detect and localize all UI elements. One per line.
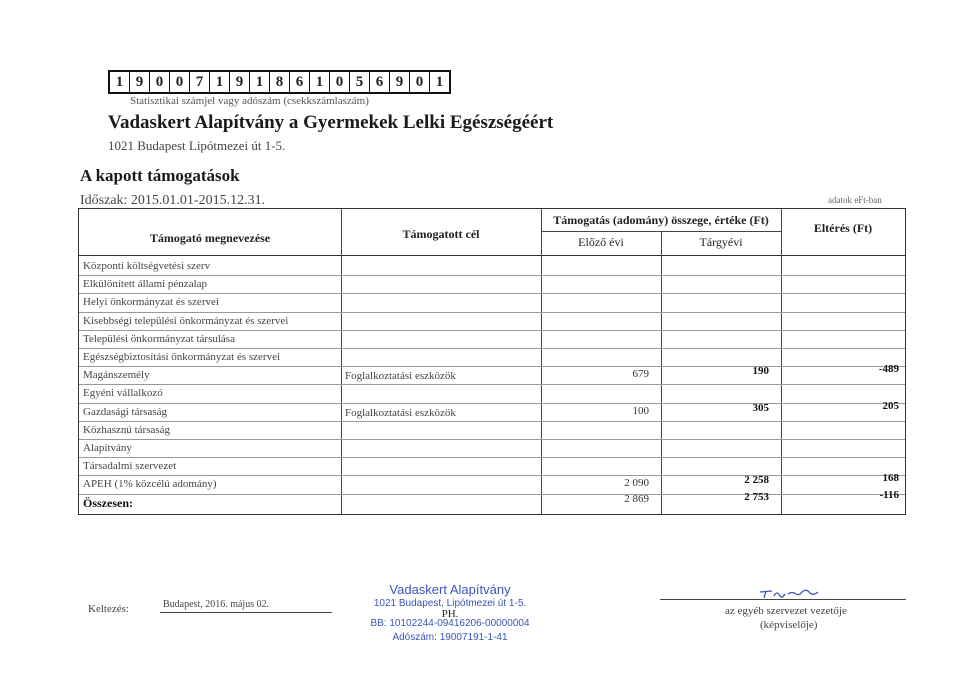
row-divider: [79, 421, 905, 422]
row-label: Közhasznú társaság: [83, 423, 171, 436]
row-divider: [79, 439, 905, 440]
tax-id-digit: 9: [390, 72, 410, 92]
row-divider: [79, 494, 905, 495]
row-current: 2 258: [744, 474, 769, 487]
row-label: Egészségbiztosítási önkormányzat és szervei: [83, 351, 281, 363]
tax-id-digit: 0: [150, 72, 170, 92]
tax-id-digit: 1: [310, 72, 330, 92]
row-label: Magánszemély: [83, 369, 150, 382]
organization-stamp: [360, 583, 540, 645]
row-label: Egyéni vállalkozó: [83, 387, 163, 400]
tax-id-digit: 6: [370, 72, 390, 92]
unit-note: adatok eFt-ban: [828, 195, 882, 205]
row-label: Gazdasági társaság: [83, 405, 167, 418]
organization-address: 1021 Budapest Lipótmezei út 1-5.: [108, 138, 286, 153]
signature-role: az egyéb szervezet vezetője: [725, 605, 847, 617]
row-divider: [79, 293, 905, 294]
tax-id-digit: 0: [170, 72, 190, 92]
total-difference: -116: [879, 488, 899, 501]
row-label: Kisebbségi települési önkormányzat és szervei: [83, 314, 289, 327]
stamp-line-4: BB: 10102244-09416206-00000004: [370, 618, 530, 629]
tax-id-digit: 1: [210, 72, 230, 92]
row-difference: 168: [882, 472, 899, 485]
row-difference: 205: [882, 399, 899, 412]
signature-sub: (képviselője): [760, 619, 818, 631]
total-previous: 2 869: [624, 492, 649, 505]
row-label: Központi költségvetési szerv: [83, 260, 211, 272]
organization-name: Vadaskert Alapítvány a Gyermekek Lelki Egészségéért: [108, 112, 554, 133]
tax-id-digit: 9: [230, 72, 250, 92]
tax-id-digit: 6: [290, 72, 310, 92]
row-label: Települési önkormányzat társulása: [83, 332, 235, 345]
row-current: 190: [752, 365, 769, 378]
support-table: [78, 208, 906, 515]
row-label: Társadalmi szervezet: [83, 460, 177, 473]
tax-id-digit: 9: [130, 72, 150, 92]
row-label: Elkülönített állami pénzalap: [83, 278, 208, 291]
header-difference: Eltérés (Ft): [813, 221, 873, 235]
header-previous-year: Előző évi: [578, 235, 624, 249]
header-current-year: Tárgyévi: [699, 235, 743, 249]
header-goal: Támogatott cél: [402, 227, 480, 241]
row-current: 305: [752, 401, 769, 414]
tax-id-caption: Statisztikai számjel vagy adószám (csekkszámlaszám): [130, 95, 369, 107]
stamp-line-1: Vadaskert Alapítvány: [389, 582, 511, 597]
row-divider: [79, 457, 905, 458]
total-label: Összesen:: [83, 495, 133, 510]
row-divider: [79, 348, 905, 349]
tax-id-digit: 8: [270, 72, 290, 92]
stamp-line-2: 1021 Budapest, Lipótmezei út 1-5.: [373, 598, 527, 609]
row-difference: -489: [878, 363, 899, 376]
row-divider: [79, 312, 905, 313]
tax-id-digit: 1: [435, 74, 444, 90]
row-label: APEH (1% közcélú adomány): [83, 478, 217, 491]
header-amount-group: Támogatás (adomány) összege, értéke (Ft): [553, 213, 769, 227]
row-divider: [79, 275, 905, 276]
stamp-line-3: PH.: [441, 608, 459, 620]
row-divider: [79, 475, 905, 476]
report-title: A kapott támogatások: [80, 166, 240, 185]
row-label: Helyi önkormányzat és szervei: [83, 296, 219, 309]
row-divider: [79, 403, 905, 404]
stamp-line-5: Adószám: 19007191-1-41: [392, 632, 508, 643]
date-label: Keltezés:: [88, 603, 129, 615]
date-line: [160, 612, 332, 613]
tax-id-digit: 0: [410, 72, 430, 92]
row-divider: [79, 384, 905, 385]
header-supporter: Támogató megnevezése: [149, 231, 271, 245]
report-period: Időszak: 2015.01.01-2015.12.31.: [80, 193, 266, 208]
row-label: Alapítvány: [83, 442, 132, 454]
row-previous: 2 090: [624, 477, 649, 490]
tax-id-digit: 0: [330, 72, 350, 92]
tax-id-boxes: [108, 70, 451, 94]
tax-id-digit: 7: [190, 72, 210, 92]
row-goal: Foglalkoztatási eszközök: [345, 406, 456, 419]
row-goal: Foglalkoztatási eszközök: [345, 370, 456, 383]
signature-line: [660, 599, 906, 600]
row-divider: [79, 330, 905, 331]
tax-id-digit: 5: [350, 72, 370, 92]
row-previous: 679: [632, 368, 649, 381]
tax-id-digit: 1: [250, 72, 270, 92]
row-previous: 100: [632, 404, 649, 417]
date-value: Budapest, 2016. május 02.: [163, 599, 270, 610]
row-divider: [79, 366, 905, 367]
tax-id-digit: 1: [110, 72, 130, 92]
total-current: 2 753: [744, 490, 769, 503]
